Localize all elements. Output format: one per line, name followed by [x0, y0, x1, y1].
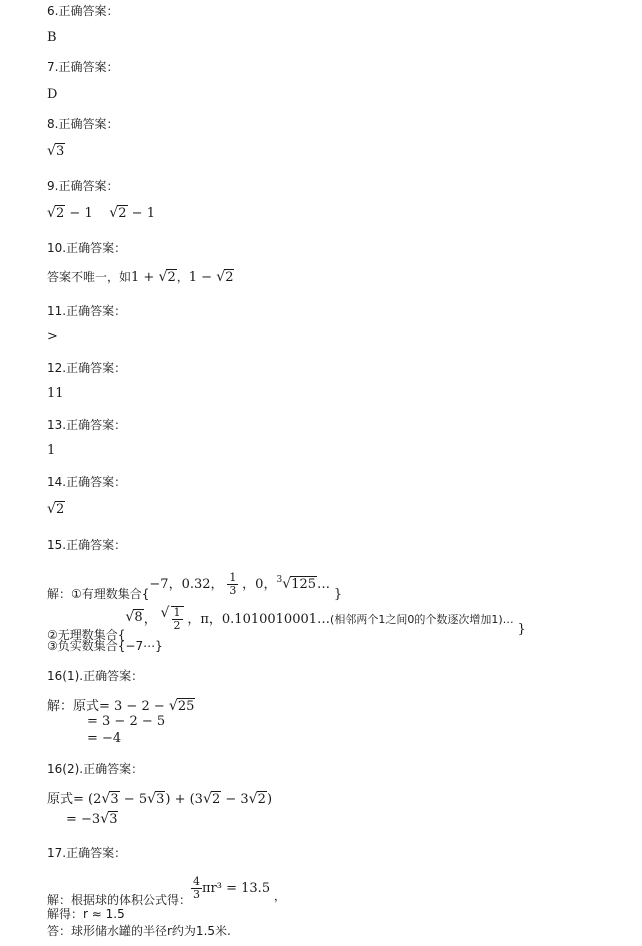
q17-row3: 答：球形储水罐的半径r约为1.5米.: [47, 924, 231, 938]
q16-2-row2: = −3√ 3: [66, 811, 118, 828]
q12-answer: 11: [47, 386, 64, 401]
q17-row2: 解得：r ≈ 1.5: [47, 907, 125, 921]
q9-answer: √ 2 − 1 √ 2 − 1: [47, 206, 155, 222]
q7-heading: 7.正确答案：: [47, 60, 119, 74]
q11-answer: >: [47, 329, 58, 344]
q16-1-row2: = 3 − 2 − 5: [87, 714, 166, 729]
q7-answer: D: [47, 87, 58, 102]
q13-answer: 1: [47, 443, 56, 458]
q11-heading: 11.正确答案：: [47, 304, 127, 318]
q8-answer: [47, 144, 65, 160]
q15-negative-set: ③负实数集合{−7⋯}: [47, 639, 163, 653]
q16-1-row3: = −4: [87, 731, 122, 746]
q15-rational-set: 解：①有理数集合{−7，0.32， $\frac{1}{3}$ ，0，$^3$√ 125… }: [47, 572, 342, 597]
q17-heading: 17.正确答案：: [47, 846, 127, 860]
q10-heading: 10.正确答案：: [47, 241, 127, 255]
q6-heading: 6.正确答案：: [47, 4, 119, 18]
q6-answer: B: [47, 30, 57, 45]
q8-heading: 8.正确答案：: [47, 117, 119, 131]
q10-answer: 答案不唯一，如1 + √ 2，1 − √ 2: [47, 269, 234, 286]
q16-1-row1: 解：原式= 3 − 2 − √ 25: [47, 698, 195, 715]
q16-2-row1: 原式= (2√ 3 − 5√ 3) + (3√ 2 − 3√ 2): [47, 791, 272, 808]
q12-heading: 12.正确答案：: [47, 361, 127, 375]
q17-row1: 解：根据球的体积公式得： $\frac{4}{3}$ πr³ = 13.5 ，: [47, 875, 286, 907]
q16-1-heading: 16(1).正确答案：: [47, 669, 144, 683]
q14-heading: 14.正确答案：: [47, 475, 127, 489]
q9-heading: 9.正确答案：: [47, 179, 119, 193]
q15-heading: 15.正确答案：: [47, 538, 127, 552]
q16-2-heading: 16(2).正确答案：: [47, 762, 144, 776]
q14-answer: √ 2: [47, 502, 65, 518]
q13-heading: 13.正确答案：: [47, 418, 127, 432]
q15-irrational-set: ②无理数集合{√ 8， √ $\frac{1}{2}$ ，π，0.1010010001…(相邻两个1之间0的个数逐次增加1)… }: [47, 606, 526, 632]
sqrt-symbol: √ 3: [47, 144, 65, 160]
